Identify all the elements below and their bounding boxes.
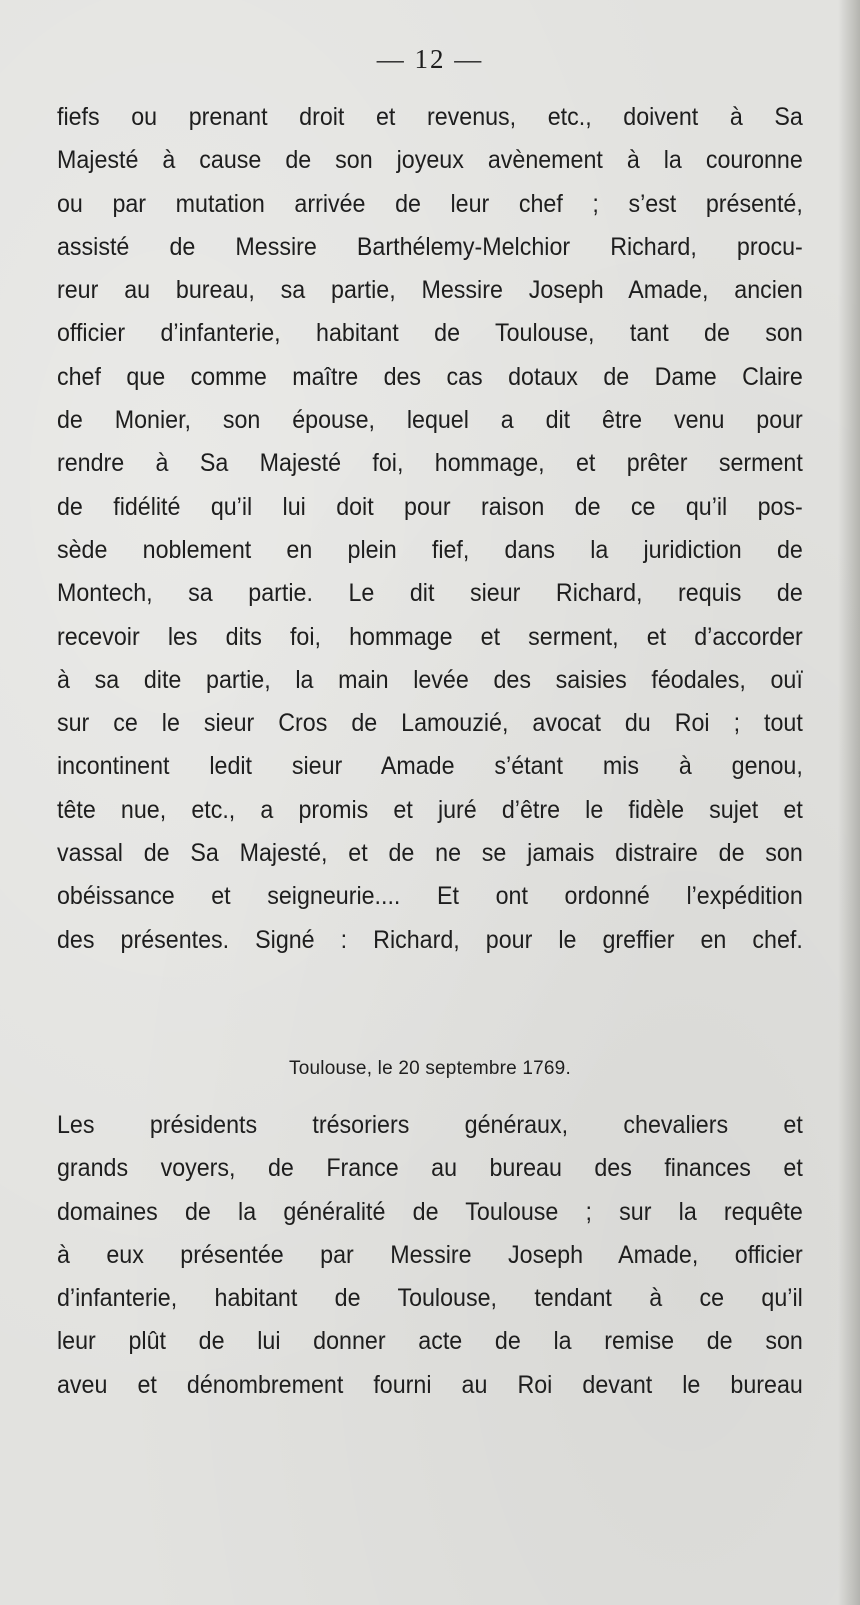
paragraph-2	[57, 1104, 803, 1407]
text-line: grands voyers, de France au bureau des finances et	[57, 1154, 803, 1183]
text-line: sède noblement en plein fief, dans la juridiction de	[57, 535, 803, 564]
text-line: assisté de Messire Barthélemy-Melchior Richard, procu-	[57, 232, 803, 261]
text-line: reur au bureau, sa partie, Messire Joseph Amade, ancien	[57, 276, 803, 305]
text-line: des présentes. Signé : Richard, pour le greffier en chef.	[57, 925, 803, 954]
text-line: Les présidents trésoriers généraux, chevaliers et	[57, 1111, 803, 1139]
text-line: incontinent ledit sieur Amade s’étant mis à genou,	[57, 752, 803, 781]
text-line: à eux présentée par Messire Joseph Amade, officier	[57, 1240, 803, 1269]
text-line: leur plût de lui donner acte de la remise de son	[57, 1327, 803, 1356]
text-line: Majesté à cause de son joyeux avènement à la couronne	[57, 146, 803, 175]
text-line: tête nue, etc., a promis et juré d’être le fidèle sujet et	[57, 795, 803, 824]
text-line: de fidélité qu’il lui doit pour raison de ce qu’il pos-	[57, 492, 803, 521]
paragraph-1	[57, 96, 803, 962]
text-line: aveu et dénombrement fourni au Roi devant le bureau	[57, 1370, 803, 1399]
text-line: sur ce le sieur Cros de Lamouzié, avocat du Roi ; tout	[57, 709, 803, 738]
text-line: ou par mutation arrivée de leur chef ; s’est présenté,	[57, 189, 803, 218]
text-line: à sa dite partie, la main levée des saisies féodales, ouï	[57, 665, 803, 694]
text-line: chef que comme maître des cas dotaux de Dame Claire	[57, 362, 803, 391]
page-edge-shadow	[838, 0, 860, 1605]
dateline: Toulouse, le 20 septembre 1769.	[289, 1058, 571, 1079]
page-number: — 12 —	[376, 44, 484, 74]
text-line: officier d’infanterie, habitant de Toulouse, tant de son	[57, 319, 803, 348]
text-line: vassal de Sa Majesté, et de ne se jamais distraire de son	[57, 839, 803, 868]
text-line: fiefs ou prenant droit et revenus, etc., doivent à Sa	[57, 103, 803, 131]
text-line: rendre à Sa Majesté foi, hommage, et prêter serment	[57, 449, 803, 478]
text-line: de Monier, son épouse, lequel a dit être venu pour	[57, 406, 803, 435]
text-line: obéissance et seigneurie.... Et ont ordonné l’expédition	[57, 882, 803, 911]
text-line: domaines de la généralité de Toulouse ; sur la requête	[57, 1197, 803, 1226]
text-line: recevoir les dits foi, hommage et serment, et d’accorder	[57, 622, 803, 651]
text-line: d’infanterie, habitant de Toulouse, tendant à ce qu’il	[57, 1284, 803, 1313]
text-line: Montech, sa partie. Le dit sieur Richard, requis de	[57, 579, 803, 608]
